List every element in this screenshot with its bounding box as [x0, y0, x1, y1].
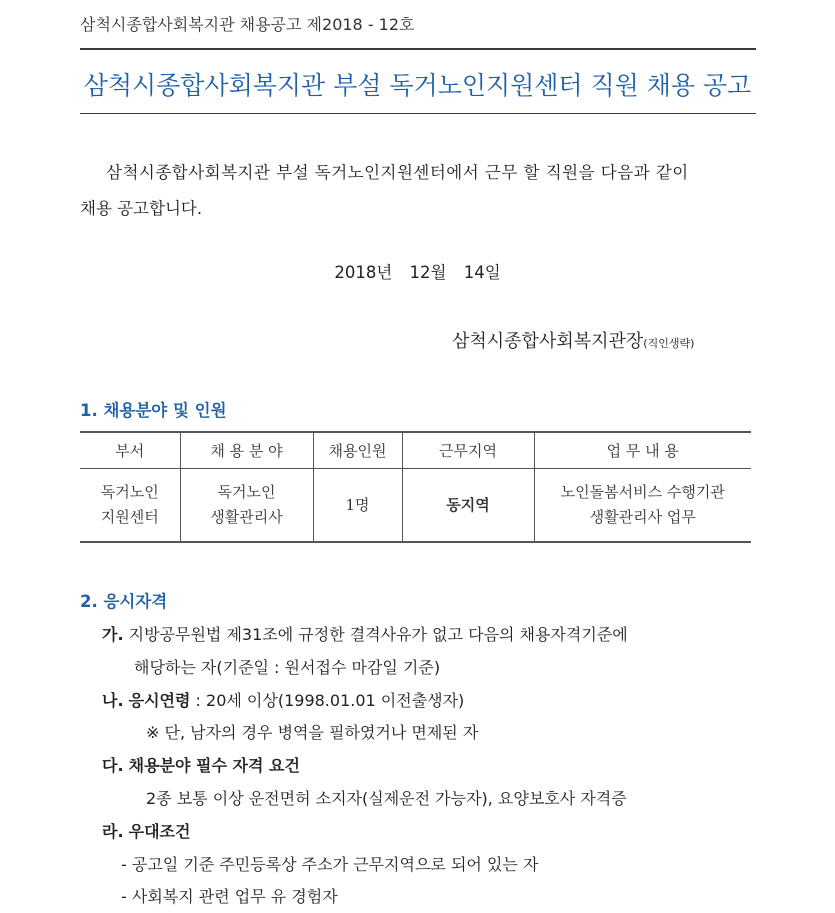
- cell-count: 1명: [313, 469, 402, 543]
- section-1-heading: 1. 채용분야 및 인원: [80, 401, 227, 420]
- table-row: [80, 469, 751, 543]
- cell-dept-line-2: 지원센터: [100, 508, 159, 526]
- cell-field: [180, 469, 313, 543]
- title-rule-top: [80, 48, 756, 50]
- marker-ra: 라.: [102, 822, 124, 841]
- intro-line-2: 채용 공고합니다.: [80, 199, 203, 218]
- title-rule-bottom: [80, 113, 756, 114]
- signature: [452, 327, 694, 353]
- document-number: 삼척시종합사회복지관 채용공고 제2018 - 12호: [80, 15, 415, 34]
- qualification-da: [102, 753, 300, 776]
- preferred-item-1: - 공고일 기준 주민등록상 주소가 근무지역으로 되어 있는 자: [121, 855, 539, 874]
- marker-ga: 가.: [102, 625, 124, 644]
- age-label: 응시연령: [128, 691, 191, 710]
- cell-field-line-2: 생활관리사: [210, 508, 283, 526]
- cell-region: 동지역: [402, 469, 534, 543]
- cell-dept: [80, 469, 180, 543]
- cell-duty-line-1: 노인돌봄서비스 수행기관: [560, 483, 725, 501]
- page-title: 삼척시종합사회복지관 부설 독거노인지원센터 직원 채용 공고: [83, 71, 752, 100]
- preferred-item-2: - 사회복지 관련 업무 유 경험자: [121, 887, 338, 906]
- signature-note: (직인생략): [643, 337, 695, 350]
- qualification-ga-text-2: 해당하는 자(기준일 : 원서접수 마감일 기준): [134, 658, 441, 677]
- table-header-row: [80, 432, 751, 469]
- announcement-date: 2018년 12월 14일: [334, 263, 501, 282]
- cell-duty-line-2: 생활관리사 업무: [589, 508, 696, 526]
- cell-field-line-1: 독거노인: [217, 483, 276, 501]
- military-note: ※ 단, 남자의 경우 병역을 필하였거나 면제된 자: [146, 723, 479, 742]
- qualification-ga: [102, 622, 628, 645]
- signature-name: 삼척시종합사회복지관장: [452, 331, 644, 352]
- intro-line-1: 삼척시종합사회복지관 부설 독거노인지원센터에서 근무 할 직원을 다음과 같이: [106, 163, 689, 182]
- qualification-na: [102, 688, 464, 711]
- header-region: 근무지역: [402, 432, 534, 469]
- age-text: : 20세 이상(1998.01.01 이전출생자): [190, 691, 465, 710]
- header-dept: 부서: [80, 432, 180, 469]
- marker-na: 나.: [102, 691, 124, 710]
- cell-dept-line-1: 독거노인: [100, 483, 159, 501]
- header-field: 채 용 분 야: [180, 432, 313, 469]
- section-2-heading: 2. 응시자격: [80, 592, 168, 611]
- header-count: 채용인원: [313, 432, 402, 469]
- header-duty: 업 무 내 용: [534, 432, 751, 469]
- required-qualification-label: 채용분야 필수 자격 요건: [128, 756, 300, 775]
- marker-da: 다.: [102, 756, 124, 775]
- recruitment-table: [80, 431, 751, 543]
- preferred-label: 우대조건: [128, 822, 191, 841]
- qualification-ga-text-1: 지방공무원법 제31조에 규정한 결격사유가 없고 다음의 채용자격기준에: [128, 625, 628, 644]
- cell-duty: [534, 469, 751, 543]
- qualification-ra: [102, 819, 190, 842]
- required-qualification-text: 2종 보통 이상 운전면허 소지자(실제운전 가능자), 요양보호사 자격증: [146, 789, 627, 808]
